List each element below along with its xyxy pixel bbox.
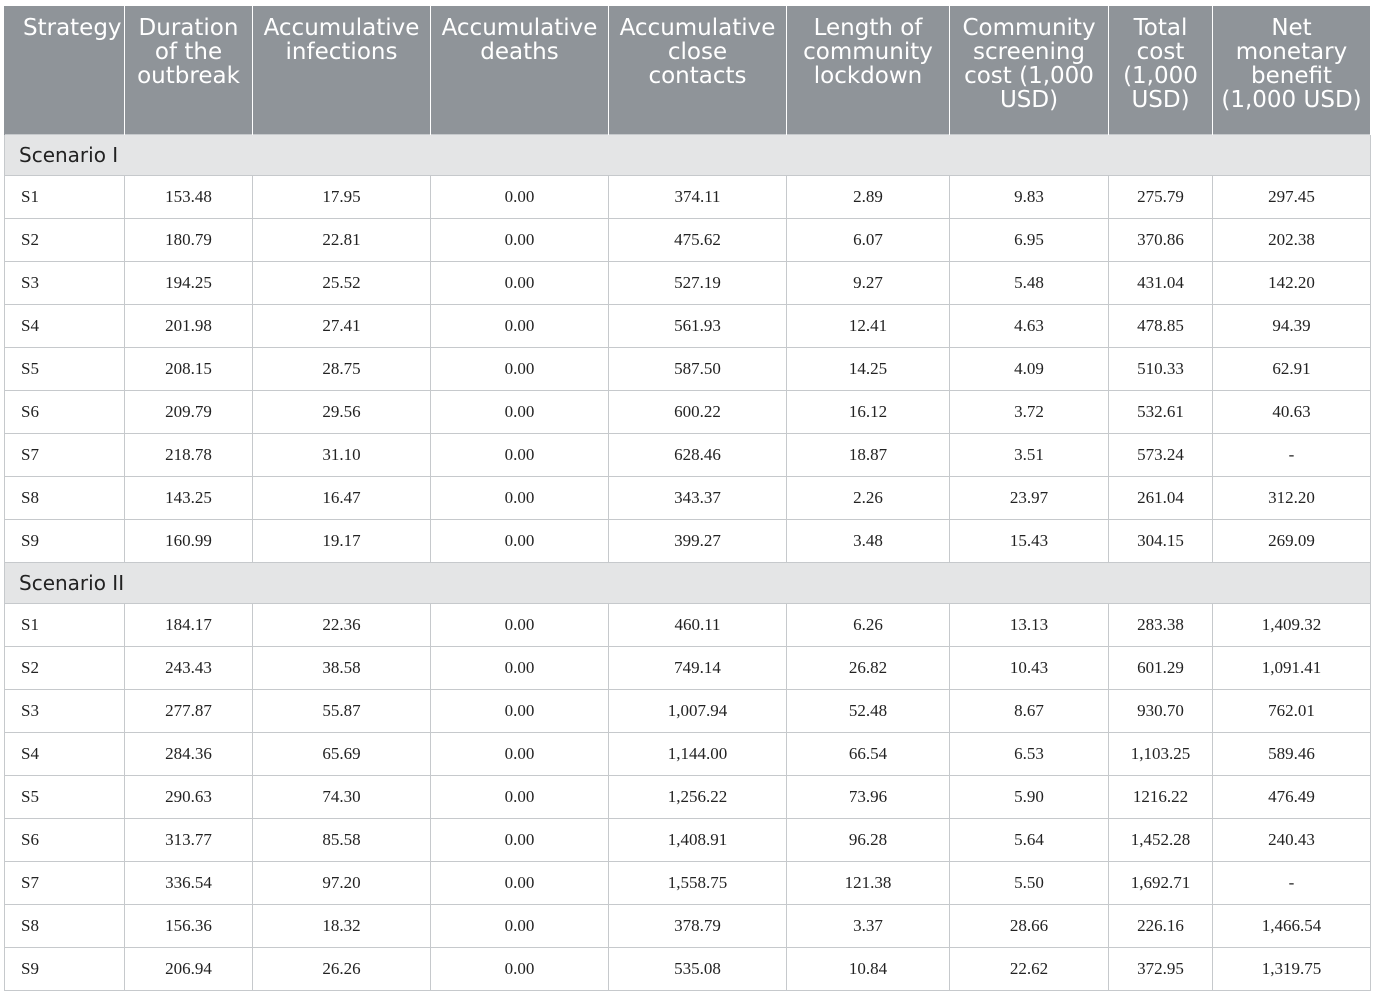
section-row: [5, 563, 1371, 604]
value-cell: 243.43: [125, 647, 253, 690]
value-cell: 378.79: [609, 905, 787, 948]
value-cell: 600.22: [609, 391, 787, 434]
value-cell: 25.52: [253, 262, 431, 305]
table-body: [5, 135, 1371, 991]
value-cell: 0.00: [431, 520, 609, 563]
value-cell: 6.95: [950, 219, 1109, 262]
value-cell: 0.00: [431, 776, 609, 819]
value-cell: 74.30: [253, 776, 431, 819]
value-cell: 226.16: [1109, 905, 1213, 948]
value-cell: 535.08: [609, 948, 787, 991]
strategy-cell: S9: [5, 948, 125, 991]
value-cell: 218.78: [125, 434, 253, 477]
value-cell: 532.61: [1109, 391, 1213, 434]
value-cell: 284.36: [125, 733, 253, 776]
table-row: [5, 604, 1371, 647]
value-cell: 73.96: [787, 776, 950, 819]
strategy-cell: S3: [5, 690, 125, 733]
col-header-close-contacts: Accumulative close contacts: [609, 6, 787, 135]
value-cell: 206.94: [125, 948, 253, 991]
value-cell: 527.19: [609, 262, 787, 305]
value-cell: 22.36: [253, 604, 431, 647]
value-cell: 561.93: [609, 305, 787, 348]
value-cell: 1216.22: [1109, 776, 1213, 819]
table-row: [5, 219, 1371, 262]
value-cell: 55.87: [253, 690, 431, 733]
value-cell: 18.32: [253, 905, 431, 948]
table-row: [5, 905, 1371, 948]
value-cell: 143.25: [125, 477, 253, 520]
value-cell: 297.45: [1213, 176, 1371, 219]
value-cell: 5.48: [950, 262, 1109, 305]
value-cell: 1,452.28: [1109, 819, 1213, 862]
value-cell: 28.75: [253, 348, 431, 391]
value-cell: 17.95: [253, 176, 431, 219]
value-cell: 22.81: [253, 219, 431, 262]
value-cell: 180.79: [125, 219, 253, 262]
value-cell: 1,692.71: [1109, 862, 1213, 905]
value-cell: 5.50: [950, 862, 1109, 905]
col-header-lockdown-length: Length of community lockdown: [787, 6, 950, 135]
value-cell: 0.00: [431, 348, 609, 391]
value-cell: 573.24: [1109, 434, 1213, 477]
value-cell: 370.86: [1109, 219, 1213, 262]
col-header-screening-cost: Community screening cost (1,000 USD): [950, 6, 1109, 135]
value-cell: 277.87: [125, 690, 253, 733]
value-cell: 312.20: [1213, 477, 1371, 520]
col-header-strategy: Strategy: [5, 6, 125, 135]
value-cell: 5.90: [950, 776, 1109, 819]
value-cell: 0.00: [431, 176, 609, 219]
table-row: [5, 434, 1371, 477]
strategy-cell: S3: [5, 262, 125, 305]
value-cell: 4.09: [950, 348, 1109, 391]
value-cell: 399.27: [609, 520, 787, 563]
value-cell: 930.70: [1109, 690, 1213, 733]
value-cell: 0.00: [431, 604, 609, 647]
value-cell: 10.43: [950, 647, 1109, 690]
value-cell: 283.38: [1109, 604, 1213, 647]
value-cell: 66.54: [787, 733, 950, 776]
value-cell: 269.09: [1213, 520, 1371, 563]
table-row: [5, 305, 1371, 348]
value-cell: 97.20: [253, 862, 431, 905]
value-cell: 1,256.22: [609, 776, 787, 819]
strategy-cell: S8: [5, 477, 125, 520]
value-cell: 23.97: [950, 477, 1109, 520]
value-cell: 3.48: [787, 520, 950, 563]
value-cell: 1,007.94: [609, 690, 787, 733]
value-cell: 201.98: [125, 305, 253, 348]
value-cell: 589.46: [1213, 733, 1371, 776]
value-cell: 0.00: [431, 647, 609, 690]
value-cell: 153.48: [125, 176, 253, 219]
value-cell: 27.41: [253, 305, 431, 348]
value-cell: 160.99: [125, 520, 253, 563]
strategy-cell: S6: [5, 819, 125, 862]
col-header-total-cost: Total cost (1,000 USD): [1109, 6, 1213, 135]
value-cell: 9.27: [787, 262, 950, 305]
table-row: [5, 477, 1371, 520]
value-cell: 762.01: [1213, 690, 1371, 733]
value-cell: 40.63: [1213, 391, 1371, 434]
value-cell: 3.72: [950, 391, 1109, 434]
value-cell: 194.25: [125, 262, 253, 305]
value-cell: 290.63: [125, 776, 253, 819]
value-cell: 10.84: [787, 948, 950, 991]
value-cell: 26.82: [787, 647, 950, 690]
value-cell: 31.10: [253, 434, 431, 477]
value-cell: 62.91: [1213, 348, 1371, 391]
value-cell: 0.00: [431, 733, 609, 776]
value-cell: 1,319.75: [1213, 948, 1371, 991]
table-row: [5, 733, 1371, 776]
value-cell: 749.14: [609, 647, 787, 690]
value-cell: 1,409.32: [1213, 604, 1371, 647]
value-cell: 1,103.25: [1109, 733, 1213, 776]
value-cell: -: [1213, 434, 1371, 477]
value-cell: 1,091.41: [1213, 647, 1371, 690]
col-header-net-benefit: Net monetary benefit (1,000 USD): [1213, 6, 1371, 135]
value-cell: 510.33: [1109, 348, 1213, 391]
value-cell: 28.66: [950, 905, 1109, 948]
table-row: [5, 819, 1371, 862]
col-header-infections: Accumulative infections: [253, 6, 431, 135]
col-header-duration: Duration of the outbreak: [125, 6, 253, 135]
table-row: [5, 647, 1371, 690]
value-cell: 52.48: [787, 690, 950, 733]
value-cell: 1,558.75: [609, 862, 787, 905]
value-cell: 94.39: [1213, 305, 1371, 348]
value-cell: 6.53: [950, 733, 1109, 776]
value-cell: -: [1213, 862, 1371, 905]
value-cell: 12.41: [787, 305, 950, 348]
table-row: [5, 176, 1371, 219]
table-row: [5, 520, 1371, 563]
strategy-cell: S5: [5, 348, 125, 391]
value-cell: 0.00: [431, 391, 609, 434]
value-cell: 2.89: [787, 176, 950, 219]
value-cell: 372.95: [1109, 948, 1213, 991]
value-cell: 65.69: [253, 733, 431, 776]
section-row: [5, 135, 1371, 176]
value-cell: 0.00: [431, 690, 609, 733]
value-cell: 26.26: [253, 948, 431, 991]
strategy-cell: S7: [5, 434, 125, 477]
table-row: [5, 776, 1371, 819]
value-cell: 18.87: [787, 434, 950, 477]
strategy-cell: S4: [5, 733, 125, 776]
value-cell: 19.17: [253, 520, 431, 563]
value-cell: 275.79: [1109, 176, 1213, 219]
value-cell: 121.38: [787, 862, 950, 905]
strategy-cell: S2: [5, 647, 125, 690]
value-cell: 0.00: [431, 477, 609, 520]
strategy-cell: S4: [5, 305, 125, 348]
results-table: [4, 6, 1371, 991]
value-cell: 478.85: [1109, 305, 1213, 348]
value-cell: 38.58: [253, 647, 431, 690]
value-cell: 628.46: [609, 434, 787, 477]
value-cell: 2.26: [787, 477, 950, 520]
value-cell: 1,466.54: [1213, 905, 1371, 948]
value-cell: 240.43: [1213, 819, 1371, 862]
strategy-cell: S8: [5, 905, 125, 948]
table-row: [5, 948, 1371, 991]
section-title: Scenario II: [5, 563, 1371, 604]
value-cell: 0.00: [431, 219, 609, 262]
value-cell: 0.00: [431, 434, 609, 477]
value-cell: 4.63: [950, 305, 1109, 348]
value-cell: 5.64: [950, 819, 1109, 862]
table-row: [5, 391, 1371, 434]
value-cell: 9.83: [950, 176, 1109, 219]
value-cell: 13.13: [950, 604, 1109, 647]
value-cell: 476.49: [1213, 776, 1371, 819]
table-row: [5, 348, 1371, 391]
value-cell: 336.54: [125, 862, 253, 905]
value-cell: 209.79: [125, 391, 253, 434]
value-cell: 202.38: [1213, 219, 1371, 262]
strategy-cell: S2: [5, 219, 125, 262]
value-cell: 6.26: [787, 604, 950, 647]
value-cell: 3.51: [950, 434, 1109, 477]
value-cell: 0.00: [431, 819, 609, 862]
strategy-cell: S9: [5, 520, 125, 563]
value-cell: 1,408.91: [609, 819, 787, 862]
value-cell: 1,144.00: [609, 733, 787, 776]
value-cell: 184.17: [125, 604, 253, 647]
value-cell: 0.00: [431, 262, 609, 305]
strategy-cell: S7: [5, 862, 125, 905]
header-row: [5, 6, 1371, 135]
value-cell: 0.00: [431, 948, 609, 991]
col-header-deaths: Accumulative deaths: [431, 6, 609, 135]
value-cell: 261.04: [1109, 477, 1213, 520]
value-cell: 475.62: [609, 219, 787, 262]
strategy-cell: S1: [5, 176, 125, 219]
table-row: [5, 690, 1371, 733]
table-row: [5, 262, 1371, 305]
value-cell: 304.15: [1109, 520, 1213, 563]
value-cell: 15.43: [950, 520, 1109, 563]
value-cell: 16.47: [253, 477, 431, 520]
value-cell: 142.20: [1213, 262, 1371, 305]
strategy-cell: S5: [5, 776, 125, 819]
value-cell: 0.00: [431, 905, 609, 948]
value-cell: 208.15: [125, 348, 253, 391]
value-cell: 85.58: [253, 819, 431, 862]
value-cell: 29.56: [253, 391, 431, 434]
value-cell: 3.37: [787, 905, 950, 948]
value-cell: 601.29: [1109, 647, 1213, 690]
table-row: [5, 862, 1371, 905]
value-cell: 313.77: [125, 819, 253, 862]
value-cell: 431.04: [1109, 262, 1213, 305]
value-cell: 0.00: [431, 305, 609, 348]
value-cell: 374.11: [609, 176, 787, 219]
value-cell: 460.11: [609, 604, 787, 647]
value-cell: 8.67: [950, 690, 1109, 733]
value-cell: 14.25: [787, 348, 950, 391]
value-cell: 6.07: [787, 219, 950, 262]
value-cell: 0.00: [431, 862, 609, 905]
strategy-cell: S1: [5, 604, 125, 647]
value-cell: 16.12: [787, 391, 950, 434]
value-cell: 96.28: [787, 819, 950, 862]
value-cell: 156.36: [125, 905, 253, 948]
value-cell: 22.62: [950, 948, 1109, 991]
value-cell: 343.37: [609, 477, 787, 520]
section-title: Scenario I: [5, 135, 1371, 176]
value-cell: 587.50: [609, 348, 787, 391]
strategy-cell: S6: [5, 391, 125, 434]
